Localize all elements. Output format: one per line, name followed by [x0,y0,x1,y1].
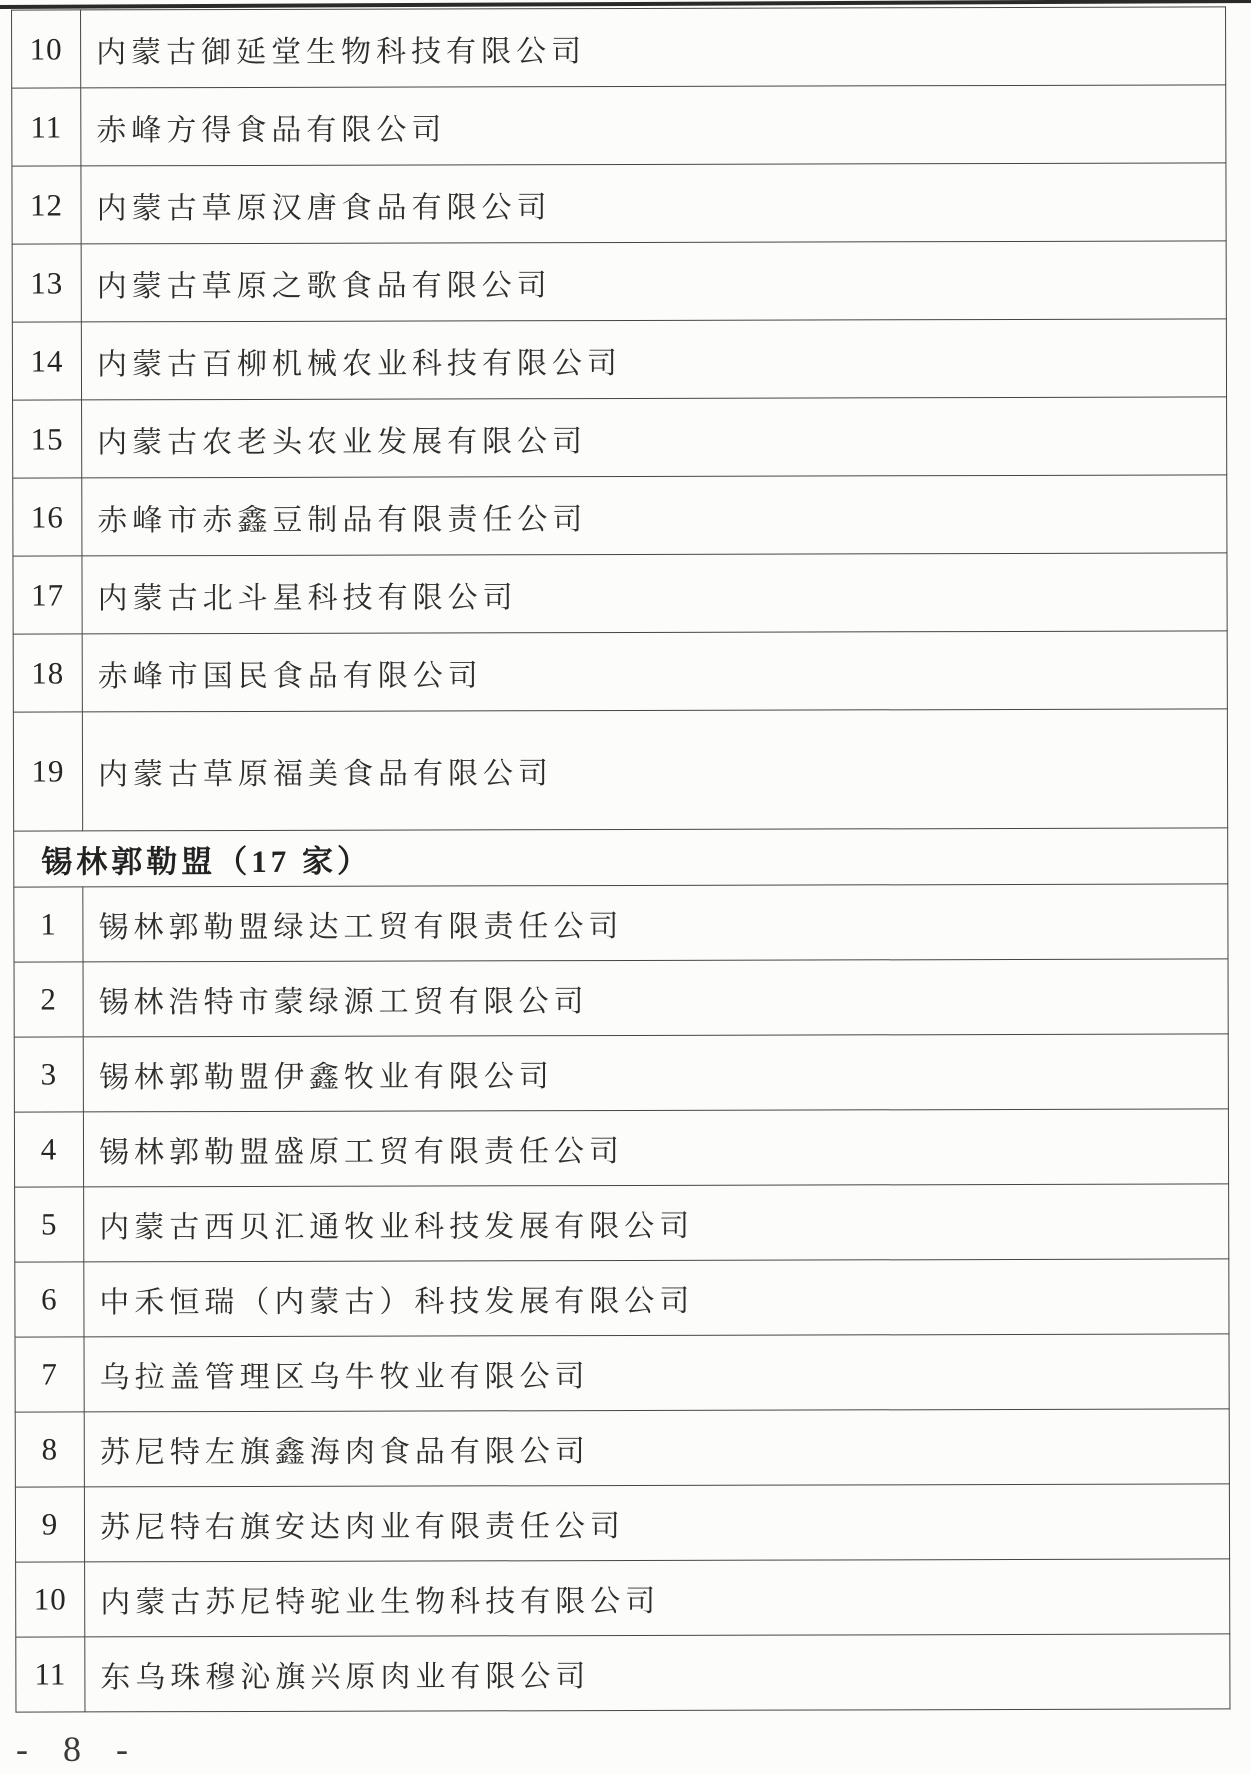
company-name: 锡林郭勒盟盛原工贸有限责任公司 [83,1109,1228,1187]
row-number: 12 [12,166,81,244]
company-table [11,6,1230,1712]
table-row [15,1484,1229,1562]
company-name: 内蒙古百柳机械农业科技有限公司 [81,319,1226,400]
page-number: - 8 - [16,1729,141,1769]
table-row [13,475,1227,556]
row-number: 16 [13,478,82,556]
company-name: 乌拉盖管理区乌牛牧业有限公司 [84,1334,1229,1412]
company-name: 苏尼特右旗安达肉业有限责任公司 [84,1484,1229,1562]
table-row [12,163,1226,244]
company-name: 赤峰方得食品有限公司 [81,85,1226,166]
row-number: 8 [15,1412,84,1487]
table-row [14,959,1228,1037]
table-row [15,1409,1229,1487]
row-number: 3 [14,1037,83,1112]
company-name: 内蒙古苏尼特驼业生物科技有限公司 [85,1559,1230,1637]
company-table-body [12,7,1230,1712]
table-row [15,1184,1229,1262]
row-number: 7 [15,1337,84,1412]
company-name: 赤峰市赤鑫豆制品有限责任公司 [82,475,1227,556]
row-number: 18 [13,634,82,712]
company-name: 内蒙古农老头农业发展有限公司 [82,397,1227,478]
row-number: 17 [13,556,82,634]
row-number: 6 [15,1262,84,1337]
company-name: 锡林浩特市蒙绿源工贸有限公司 [83,959,1228,1037]
row-number: 13 [12,244,81,322]
table-row [14,884,1228,962]
row-number: 9 [15,1487,84,1562]
table-row [12,241,1226,322]
row-number: 10 [16,1562,85,1637]
table-row [15,1259,1229,1337]
table-row [12,85,1226,166]
section-header: 锡林郭勒盟（17 家） [14,828,1228,887]
company-name: 东乌珠穆沁旗兴原肉业有限公司 [85,1634,1230,1712]
row-number: 11 [16,1637,85,1712]
company-name: 中禾恒瑞（内蒙古）科技发展有限公司 [84,1259,1229,1337]
company-name: 内蒙古草原福美食品有限公司 [82,709,1227,831]
section-header-row [14,828,1228,887]
company-name: 锡林郭勒盟绿达工贸有限责任公司 [83,884,1228,962]
table-row [12,7,1226,88]
table-row [16,1559,1230,1637]
company-name: 内蒙古御延堂生物科技有限公司 [81,7,1226,88]
row-number: 2 [14,962,83,1037]
table-row [13,397,1227,478]
company-name: 锡林郭勒盟伊鑫牧业有限公司 [83,1034,1228,1112]
table-row [13,709,1227,831]
company-name: 内蒙古西贝汇通牧业科技发展有限公司 [84,1184,1229,1262]
table-row [15,1334,1229,1412]
table-row [13,631,1227,712]
row-number: 1 [14,887,83,962]
row-number: 5 [15,1187,84,1262]
row-number: 19 [13,712,82,831]
row-number: 4 [14,1112,83,1187]
company-name: 苏尼特左旗鑫海肉食品有限公司 [84,1409,1229,1487]
row-number: 14 [12,322,81,400]
table-row [14,1109,1228,1187]
table-row [12,319,1226,400]
row-number: 11 [12,88,81,166]
table-row [13,553,1227,634]
table-row [14,1034,1228,1112]
company-name: 内蒙古草原之歌食品有限公司 [81,241,1226,322]
row-number: 10 [12,10,81,88]
row-number: 15 [13,400,82,478]
company-name: 内蒙古北斗星科技有限公司 [82,553,1227,634]
table-row [16,1634,1230,1712]
company-name: 内蒙古草原汉唐食品有限公司 [81,163,1226,244]
company-name: 赤峰市国民食品有限公司 [82,631,1227,712]
